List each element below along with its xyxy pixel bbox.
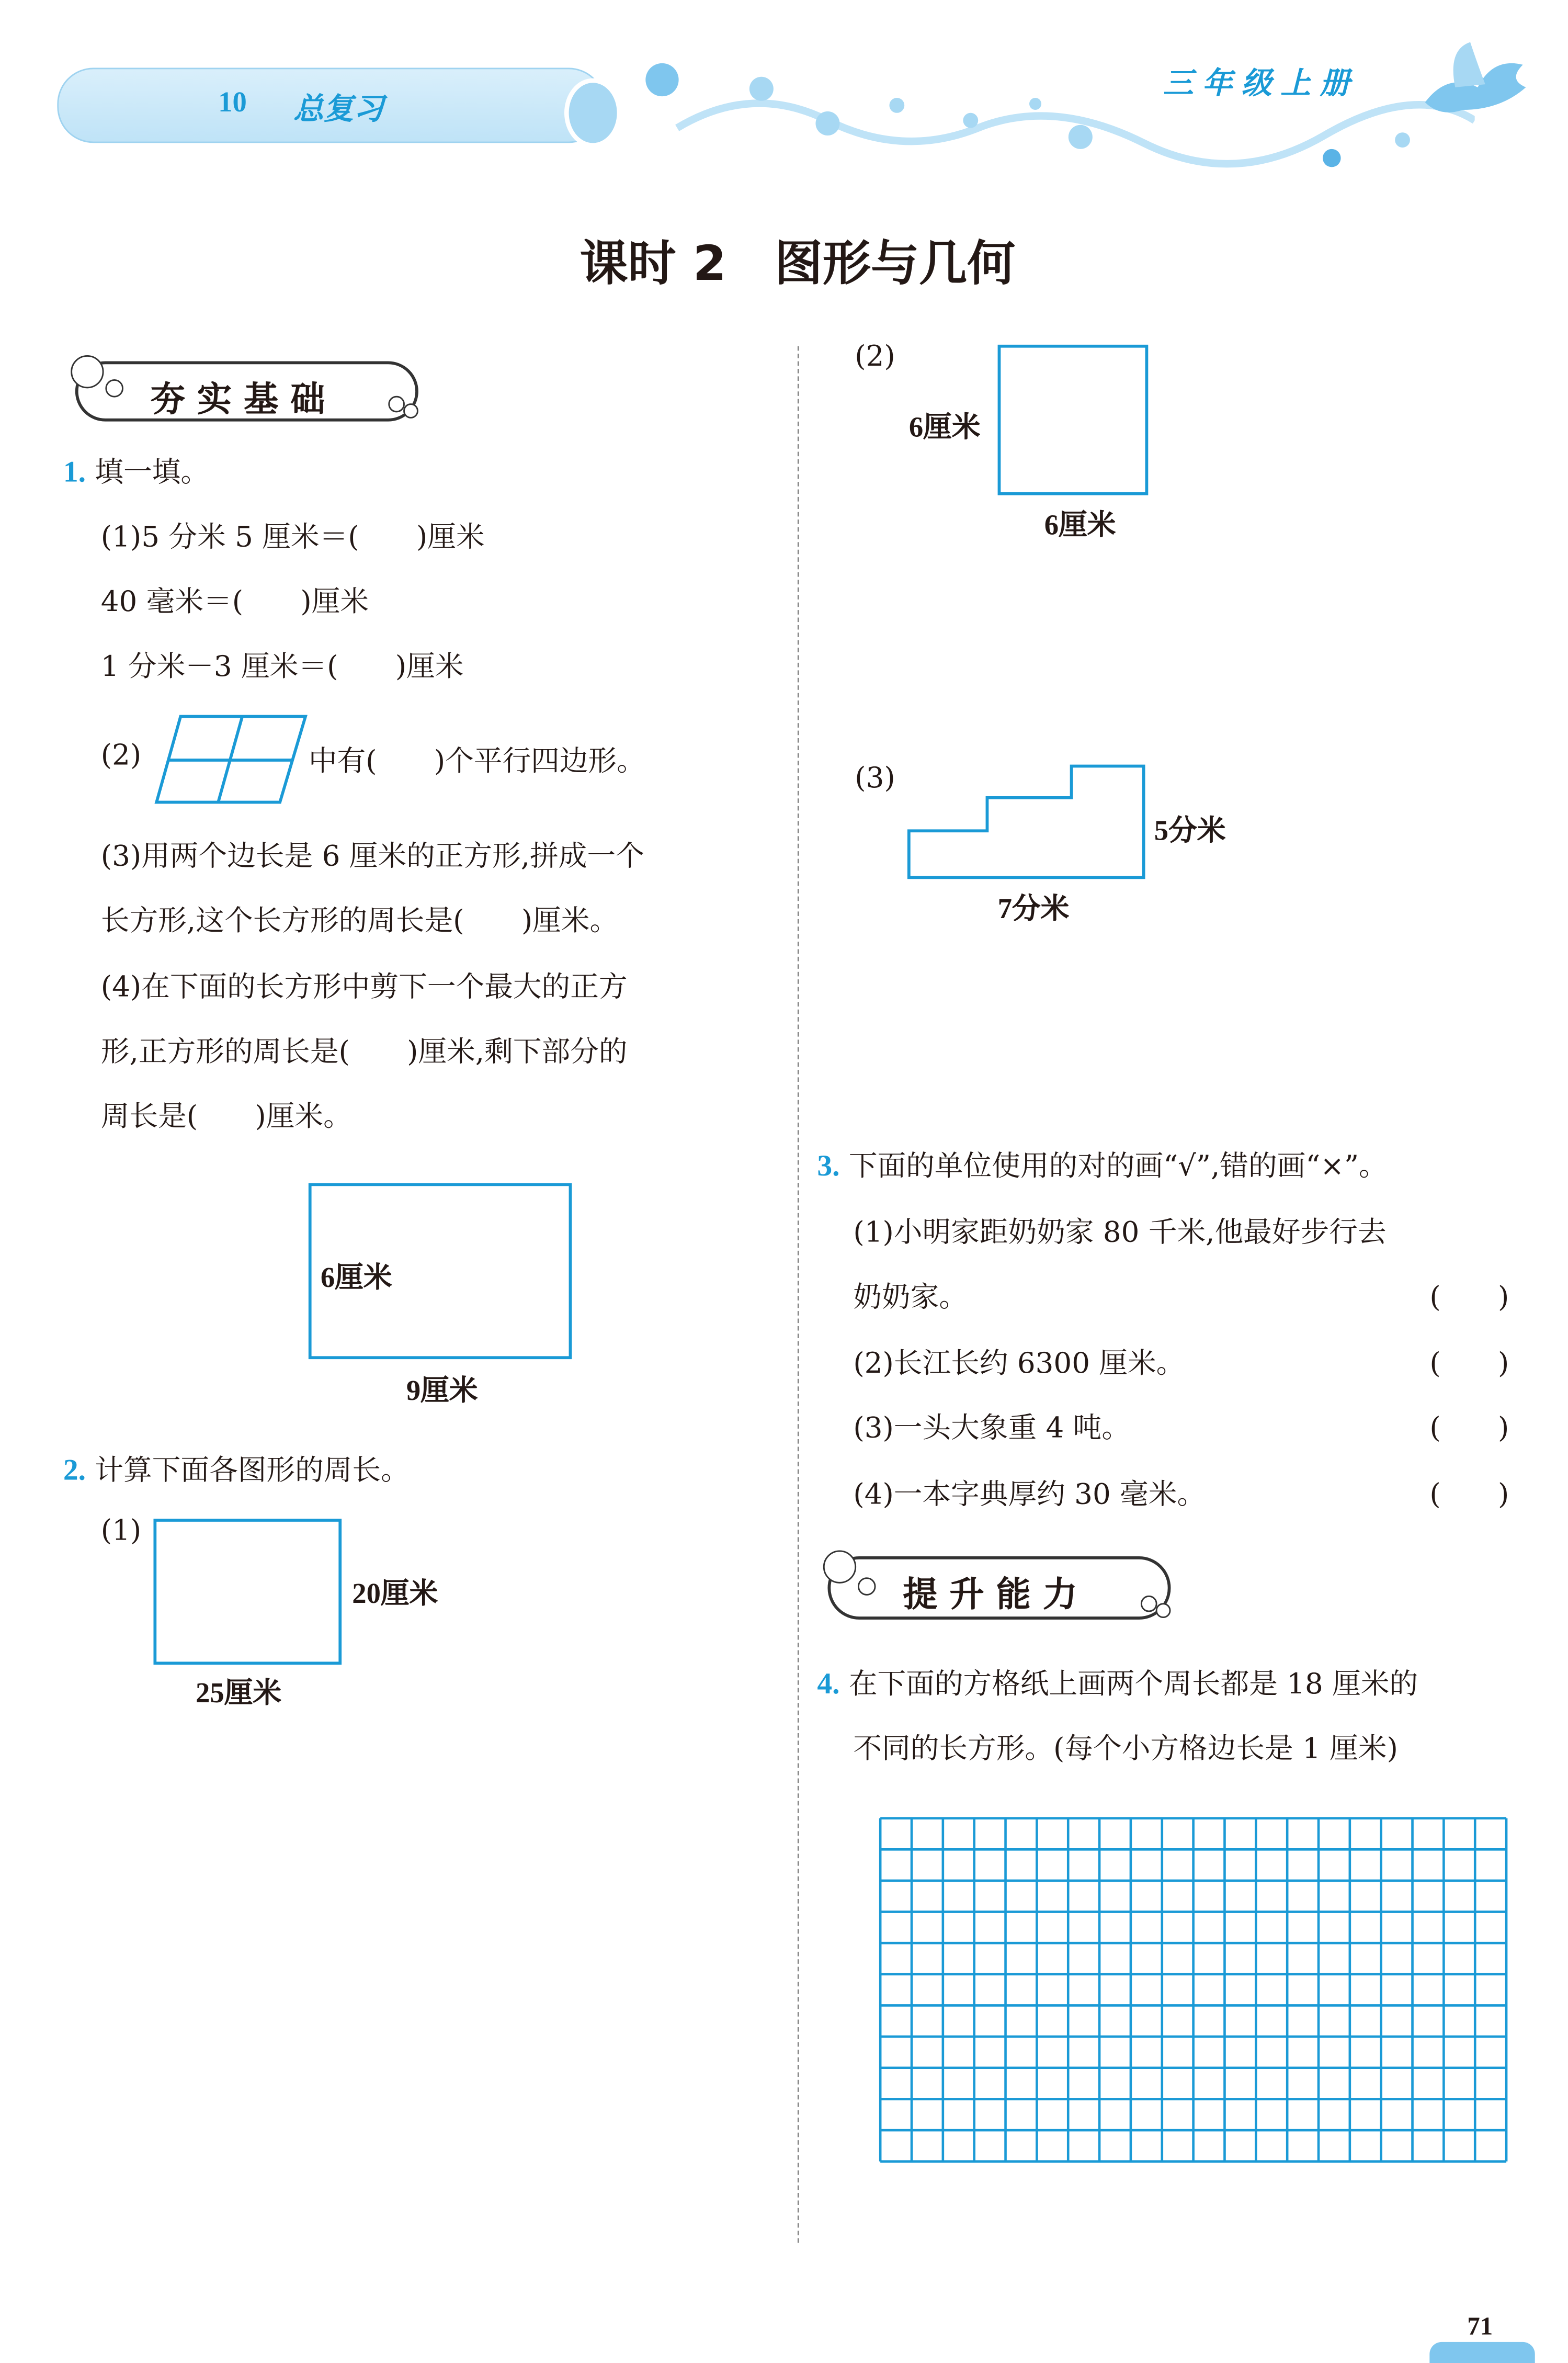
fig3-label: (3) xyxy=(855,761,895,795)
fig3-side-label: 5分米 xyxy=(1154,816,1226,847)
q3-item: (1)小明家距奶奶家 80 千米,他最好步行去 xyxy=(853,1216,1387,1250)
section-badge-advanced xyxy=(827,1556,1171,1620)
rect-height-label: 6厘米 xyxy=(320,1262,392,1295)
fig2-side-label: 6厘米 xyxy=(908,412,981,444)
q1-p2-prefix: (2) xyxy=(100,739,142,773)
square-2 xyxy=(998,345,1149,495)
q1-p3: (3)用两个边长是 6 厘米的正方形,拼成一个 xyxy=(100,840,644,873)
fig1-side-label: 20厘米 xyxy=(352,1579,438,1611)
q3-heading xyxy=(817,1144,1387,1185)
badge-circle xyxy=(858,1577,876,1596)
q1-p4: (4)在下面的长方形中剪下一个最大的正方 xyxy=(100,970,628,1004)
parallelogram-figure xyxy=(153,714,310,807)
q1-line: (1)5 分米 5 厘米＝( )厘米 xyxy=(100,521,485,554)
badge-circle xyxy=(105,379,123,398)
bird-icon xyxy=(1417,42,1535,121)
q3-item-cont: 奶奶家。 xyxy=(853,1281,968,1314)
staircase-figure xyxy=(903,760,1153,887)
q3-number: 3. xyxy=(817,1150,840,1183)
unit-number: 10 xyxy=(218,87,247,119)
answer-paren[interactable]: ( ) xyxy=(1429,1478,1509,1511)
answer-paren[interactable]: ( ) xyxy=(1429,1281,1509,1314)
fig1-label: (1) xyxy=(100,1514,142,1547)
fig3-bottom-label: 7分米 xyxy=(997,894,1070,926)
q1-heading xyxy=(63,450,209,491)
q4-heading xyxy=(817,1661,1418,1702)
rect-width-label: 9厘米 xyxy=(406,1375,478,1408)
page-corner-decoration xyxy=(1429,2342,1535,2363)
q1-number: 1. xyxy=(63,456,86,490)
q3-item: (4)一本字典厚约 30 毫米。 xyxy=(853,1478,1206,1511)
column-divider xyxy=(798,346,799,2243)
q1-line: 1 分米－3 厘米＝( )厘米 xyxy=(100,650,464,684)
banner-cap xyxy=(564,78,621,148)
badge-circle xyxy=(1156,1603,1171,1618)
section-badge-basic xyxy=(75,361,418,422)
q3-item: (3)一头大象重 4 吨。 xyxy=(853,1411,1131,1445)
lesson-title: 课时 2 图形与几何 xyxy=(580,234,1016,292)
badge-circle xyxy=(71,355,104,388)
q4-number: 4. xyxy=(817,1667,840,1701)
fig2-label: (2) xyxy=(855,340,895,374)
square-grid-paper[interactable] xyxy=(877,1815,1509,2165)
q3-item: (2)长江长约 6300 厘米。 xyxy=(853,1347,1185,1381)
answer-paren[interactable]: ( ) xyxy=(1429,1347,1509,1381)
q1-p3: 长方形,这个长方形的周长是( )厘米。 xyxy=(100,905,619,938)
section-title: 提升能力 xyxy=(903,1576,1090,1615)
badge-circle xyxy=(403,403,418,419)
unit-title: 总复习 xyxy=(293,90,384,127)
q2-number: 2. xyxy=(63,1454,86,1487)
page-number: 71 xyxy=(1467,2312,1493,2341)
fig2-bottom-label: 6厘米 xyxy=(1044,510,1116,542)
q1-p2-text: 中有( )个平行四边形。 xyxy=(308,745,645,778)
answer-paren[interactable]: ( ) xyxy=(1429,1411,1509,1445)
badge-circle xyxy=(823,1551,856,1584)
q1-p4: 周长是( )厘米。 xyxy=(100,1100,352,1134)
grade-label: 三年级上册 xyxy=(1163,64,1359,101)
fig1-bottom-label: 25厘米 xyxy=(196,1678,282,1710)
q1-title: 填一填。 xyxy=(95,456,210,490)
q2-title: 计算下面各图形的周长。 xyxy=(95,1454,410,1487)
badge-circle xyxy=(388,396,405,413)
badge-circle xyxy=(1141,1596,1157,1612)
q2-heading xyxy=(63,1448,410,1489)
q4-line: 在下面的方格纸上画两个周长都是 18 厘米的 xyxy=(848,1667,1418,1701)
q3-title: 下面的单位使用的对的画“√”,错的画“×”。 xyxy=(848,1150,1388,1183)
section-title: 夯实基础 xyxy=(150,380,337,420)
rectangle-1 xyxy=(153,1519,342,1665)
q1-line: 40 毫米＝( )厘米 xyxy=(100,585,369,619)
q4-line: 不同的长方形。(每个小方格边长是 1 厘米) xyxy=(853,1732,1398,1766)
q1-p4: 形,正方形的周长是( )厘米,剩下部分的 xyxy=(100,1035,628,1069)
